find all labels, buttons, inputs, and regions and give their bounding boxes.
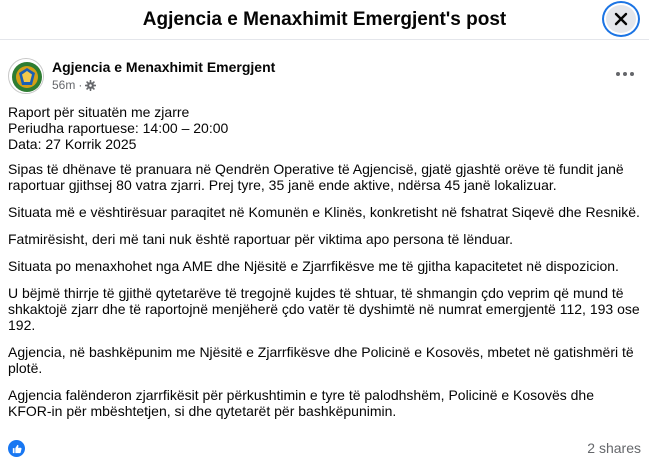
post-paragraph: Situata më e vështirësuar paraqitet në Komunën e Klinës, konkretisht në fshatrat Siqevë dhe Resnikë. [8, 204, 640, 220]
intro-line: Periudha raportuese: 14:00 – 20:00 [8, 120, 229, 136]
post-paragraph: Sipas të dhënave të pranuara në Qendrën Operative të Agjencisë, gjatë gjashtë orëve të fundit janë raportuar gjithsej 80 vatra zjarri. Prej tyre, 35 janë ende aktive, ndërsa 45 janë lokalizuar. [8, 161, 624, 193]
intro-line: Data: 27 Korrik 2025 [8, 136, 137, 152]
more-dots-icon [615, 71, 635, 77]
post-meta [52, 78, 96, 92]
meta-separator: · [78, 78, 83, 92]
shares-count[interactable]: 2 shares [587, 440, 641, 456]
gear-icon[interactable] [85, 80, 96, 91]
close-icon [613, 11, 629, 27]
avatar[interactable] [8, 58, 44, 94]
author-name[interactable]: Agjencia e Menaxhimit Emergjent [52, 59, 276, 75]
dialog-title: Agjencia e Menaxhimit Emergjent's post [142, 8, 507, 30]
post-footer [8, 438, 641, 458]
like-icon[interactable] [8, 440, 25, 457]
post-paragraph: Situata po menaxhohet nga AME dhe Njësitë e Zjarrfikësve me të gjitha kapacitetet në dispozicion. [8, 258, 619, 274]
more-options-button[interactable] [613, 64, 637, 84]
post-body [8, 104, 641, 430]
thumbs-up-icon [12, 444, 22, 454]
post-paragraph: Agjencia, në bashkëpunim me Njësitë e Zjarrfikësve dhe Policinë e Kosovës, mbetet në gatishmëri të plotë. [8, 344, 634, 376]
post-header [8, 56, 641, 96]
dialog-header [0, 0, 649, 40]
post-paragraph: Agjencia falënderon zjarrfikësit për përkushtimin e tyre të palodhshëm, Policinë e Kosovës dhe KFOR-in për mbështetjen, si dhe qytetarët për bashkëpunimin. [8, 387, 594, 419]
close-button[interactable] [602, 1, 640, 37]
post-paragraph: U bëjmë thirrje të gjithë qytetarëve të tregojnë kujdes të shtuar, të shmangin çdo veprim që mund të shkaktojë zjarr dhe të raportojnë menjëherë çdo vatër të dyshimtë në numrat emergjentë 112, 193 ose 192. [8, 285, 640, 333]
post-time[interactable]: 56m [52, 78, 76, 92]
post-intro [8, 104, 641, 152]
post-paragraph: Fatmirësisht, deri më tani nuk është raportuar për viktima apo persona të lënduar. [8, 231, 514, 247]
agency-logo-icon [9, 59, 44, 94]
intro-line: Raport për situatën me zjarre [8, 104, 190, 120]
